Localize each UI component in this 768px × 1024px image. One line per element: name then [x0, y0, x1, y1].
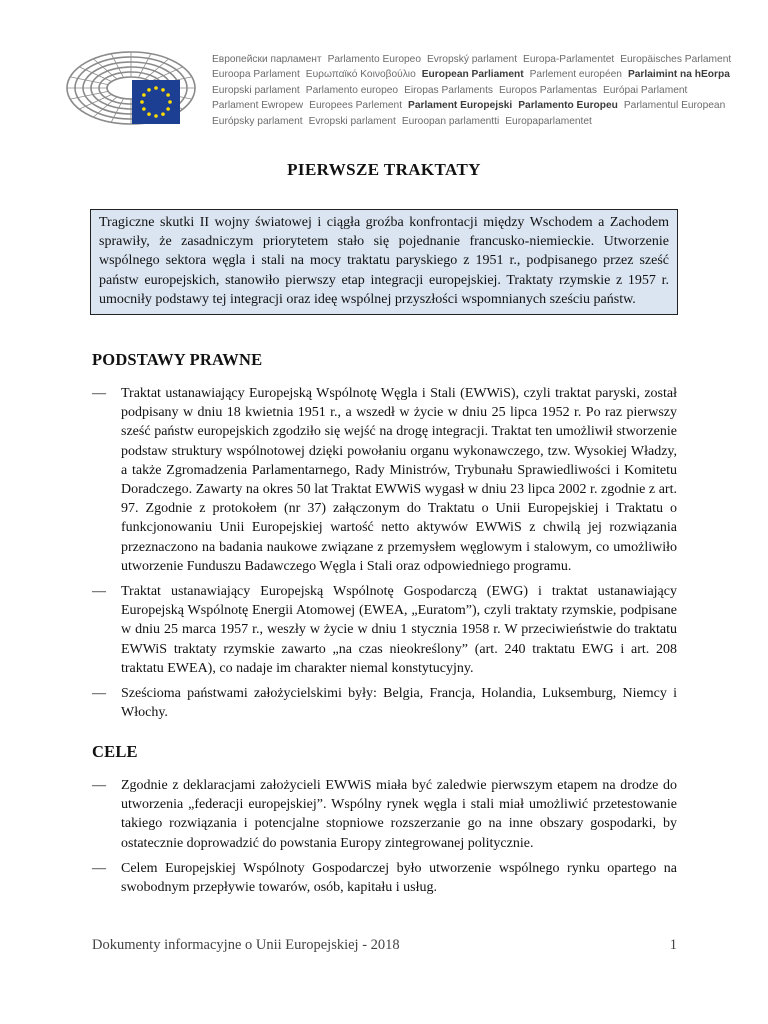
language-name: Ευρωπαϊκό Κοινοβούλιο	[305, 69, 416, 81]
list-item-text: Traktat ustanawiający Europejską Wspólnotę Gospodarczą (EWG) i traktat ustanawiający Europejską Wspólnotę Energii Atomowej (EWEA, „Euratom”), czyli traktaty rzymskie, podpisane w dniu 25 marca 1957 r., weszły w życie w dniu 1 stycznia 1958 r. W przeciwieństwie do traktatu EWWiS traktaty rzymskie zawarto „na czas nieokreślony” (art. 240 traktatu EWG i art. 208 traktatu EWEA), co nadaje im charakter niemal konstytucyjny.	[121, 584, 677, 676]
language-name: Europäisches Parlament	[620, 54, 732, 65]
language-name: Eiropas Parlaments	[404, 84, 494, 96]
language-name: Europees Parlement	[309, 100, 403, 112]
language-name: Европейски парламент	[212, 54, 322, 65]
list-item	[92, 582, 677, 678]
language-name: Euroopa Parlament	[212, 69, 300, 81]
language-row	[212, 83, 732, 98]
list-item	[92, 384, 677, 576]
intro-box: Tragiczne skutki II wojny światowej i ciągła groźba konfrontacji między Wschodem a Zachodem sprawiły, że zasadniczym priorytetem stało się pojednanie francusko-niemieckie. Utworzenie wspólnego sektora węgla i stali na mocy traktatu paryskiego z 1951 r., podpisanego przez sześć państw europejskich, stanowiło pierwszy etap integracji europejskiej. Traktaty rzymskie z 1957 r. umocniły podstawy tej integracji oraz ideę wspólnej przyszłości wspomnianych sześciu państw.	[90, 209, 678, 315]
language-name: Európsky parlament	[212, 115, 303, 127]
european-parliament-logo-icon	[64, 48, 198, 128]
language-name: Parlamento Europeu	[518, 100, 618, 112]
legal-basis-list	[92, 384, 677, 728]
dash-bullet: —	[92, 584, 106, 600]
list-item-text: Sześcioma państwami założycielskimi były: Belgia, Francja, Holandia, Luksemburg, Niemcy i Włochy.	[121, 686, 677, 721]
dash-bullet: —	[92, 778, 106, 793]
language-name: Parlamento Europeo	[327, 54, 422, 65]
language-name: Europaparlamentet	[505, 115, 592, 127]
language-name: Parlamentul European	[623, 100, 726, 112]
ep-header	[64, 48, 732, 132]
dash-bullet: —	[92, 860, 106, 876]
language-names	[212, 52, 732, 129]
language-name: Európai Parlament	[602, 84, 688, 96]
language-row	[212, 114, 732, 129]
language-name: Europa-Parlamentet	[523, 54, 615, 65]
language-name: Parlement européen	[529, 69, 622, 81]
language-name: European Parliament	[421, 69, 524, 81]
language-row	[212, 67, 732, 82]
language-name: Evropski parlament	[308, 115, 396, 127]
list-item	[92, 776, 677, 853]
goals-list	[92, 776, 677, 903]
dash-bullet: —	[92, 686, 106, 702]
language-row	[212, 52, 732, 67]
language-name: Parlaimint na hEorpa	[627, 69, 730, 81]
page-title: PIERWSZE TRAKTATY	[287, 160, 481, 179]
language-name: Parlamento europeo	[305, 84, 399, 96]
language-name: Europski parlament	[212, 84, 300, 96]
language-name: Parlament Europejski	[408, 100, 513, 112]
dash-bullet: —	[92, 386, 106, 401]
list-item-text: Celem Europejskiej Wspólnoty Gospodarczej było utworzenie wspólnego rynku opartego na swobodnym przepływie towarów, osób, kapitału i usług.	[121, 860, 677, 896]
section-heading-goals: CELE	[92, 742, 138, 761]
page-footer	[92, 937, 677, 954]
page-number: 1	[669, 937, 677, 953]
list-item-text: Traktat ustanawiający Europejską Wspólnotę Węgla i Stali (EWWiS), czyli traktat paryski, został podpisany w dniu 18 kwietnia 1951 r., a wszedł w życie w dniu 25 lipca 1952 r. Po raz pierwszy sześć państw europejskich zgodziło się wejść na drogę integracji. Traktat ten umożliwił stworzenie podstaw struktury wspólnotowej dzięki powołaniu organu wykonawczego, tzw. Wysokiej Władzy, a także Zgromadzenia Parlamentarnego, Rady Ministrów, Trybunału Sprawiedliwości i Komitetu Doradczego. Zawarty na okres 50 lat Traktat EWWiS wygasł w dniu 23 lipca 2002 r. zgodnie z art. 97. Zgodnie z protokołem (nr 37) załączonym do Traktatu o Unii Europejskiej i Traktatu o funkcjonowaniu Unii Europejskiej wartość netto aktywów EWWiS z chwilą jej rozwiązania przeznaczono na badania naukowe związane z przemysłem węglowym i stalowym, co umożliwiło utworzenie Funduszu Badawczego Węgla i Stali oraz odpowiedniego programu.	[121, 386, 677, 574]
section-heading-legal-basis: PODSTAWY PRAWNE	[92, 350, 263, 369]
language-name: Euroopan parlamentti	[401, 115, 500, 127]
footer-text: Dokumenty informacyjne o Unii Europejskiej - 2018	[92, 937, 400, 953]
language-row	[212, 98, 732, 113]
list-item	[92, 859, 677, 897]
language-name: Parlament Ewropew	[212, 100, 304, 112]
language-name: Evropský parlament	[427, 54, 518, 65]
language-name: Europos Parlamentas	[499, 84, 597, 96]
list-item	[92, 684, 677, 722]
list-item-text: Zgodnie z deklaracjami założycieli EWWiS miała być zaledwie pierwszym etapem na drodze do utworzenia „federacji europejskiej”. Wspólny rynek węgla i stali miał umożliwić przetestowanie takiego rozwiązania i potencjalne stopniowe rozszerzanie go na inne obszary gospodarki, by ostatecznie doprowadzić do powstania Europy zintegrowanej politycznie.	[121, 778, 677, 851]
